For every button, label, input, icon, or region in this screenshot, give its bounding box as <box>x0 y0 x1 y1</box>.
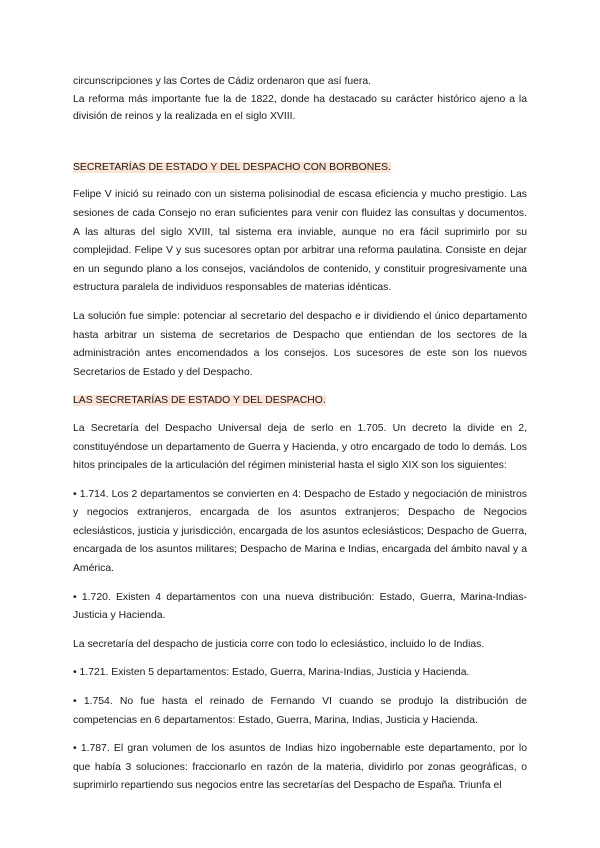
note-justicia: La secretaría del despacho de justicia corre con todo lo eclesiástico, incluido lo de Indias. <box>73 638 485 650</box>
intro-paragraph: La reforma más importante fue la de 1822, donde ha destacado su carácter histórico ajeno a la división de reinos y la realizada en el siglo XVIII. <box>73 93 527 123</box>
section-heading-borbones <box>73 159 527 178</box>
bullet-1787: • 1.787. El gran volumen de los asuntos de Indias hizo ingobernable este departamento, por lo que había 3 soluciones: fraccionarlo en razón de la materia, dividirlo por zonas geográficas, o suprimirlo repartiendo sus negocios entre las secretarías del Despacho de España. Triunfa el <box>73 743 527 792</box>
heading-highlight: SECRETARÍAS DE ESTADO Y DEL DESPACHO CON BORBONES. <box>73 161 391 173</box>
bullet-1714: • 1.714. Los 2 departamentos se convierten en 4: Despacho de Estado y negociación de ministros y negocios extranjeros, encargada de los asuntos extranjeros; Despacho de Negocios eclesiásticos, justicia y jurisdicción, encargada de los asuntos eclesiásticos; Despacho de Guerra, encargada de los asuntos militares; Despacho de Marina e Indias, encargada del ámbito naval y a América. <box>73 488 527 575</box>
heading-highlight: LAS SECRETARÍAS DE ESTADO Y DEL DESPACHO. <box>73 395 326 407</box>
bullet-1720: • 1.720. Existen 4 departamentos con una nueva distribución: Estado, Guerra, Marina-Indias-Justicia y Hacienda. <box>73 591 527 622</box>
paragraph-felipe-v: Felipe V inició su reinado con un sistema polisinodial de escasa eficiencia y mucho prestigio. Las sesiones de cada Consejo no eran suficientes para venir con fluidez las consultas y documentos. A las alturas del siglo XVIII, tal sistema era inviable, aunque no era fácil suprimirlo por su complejidad. Felipe V y sus sucesores optan por arbitrar una reforma paulatina. Consiste en dejar en un segundo plano a los consejos, vaciándolos de contenido, y constituir progresivamente una estructura paralela de individuos responsables de materias idénticas. <box>73 189 527 294</box>
paragraph-despacho-universal: La Secretaría del Despacho Universal deja de serlo en 1.705. Un decreto la divide en 2, constituyéndose un departamento de Guerra y Hacienda, y otro encargado de todo lo demás. Los hitos principales de la articulación del régimen ministerial hasta el siglo XIX son los siguientes: <box>73 422 527 472</box>
intro-line-1: circunscripciones y las Cortes de Cádiz ordenaron que así fuera. <box>73 76 372 87</box>
bullet-1754: • 1.754. No fue hasta el reinado de Fernando VI cuando se produjo la distribución de competencias en 6 departamentos: Estado, Guerra, Marina, Indias, Justicia y Hacienda. <box>73 696 527 726</box>
paragraph-solucion: La solución fue simple: potenciar al secretario del despacho e ir dividiendo el único departamento hasta arbitrar un sistema de secretarios de Despacho que entiendan de los sectores de la administración antes encomendados a los consejos. Los sucesores de este son los nuevos Secretarios de Estado y del Despacho. <box>73 310 527 378</box>
bullet-1721: • 1.721. Existen 5 departamentos: Estado, Guerra, Marina-Indias, Justicia y Hacienda. <box>73 667 470 679</box>
section-heading-secretarias <box>73 392 527 411</box>
